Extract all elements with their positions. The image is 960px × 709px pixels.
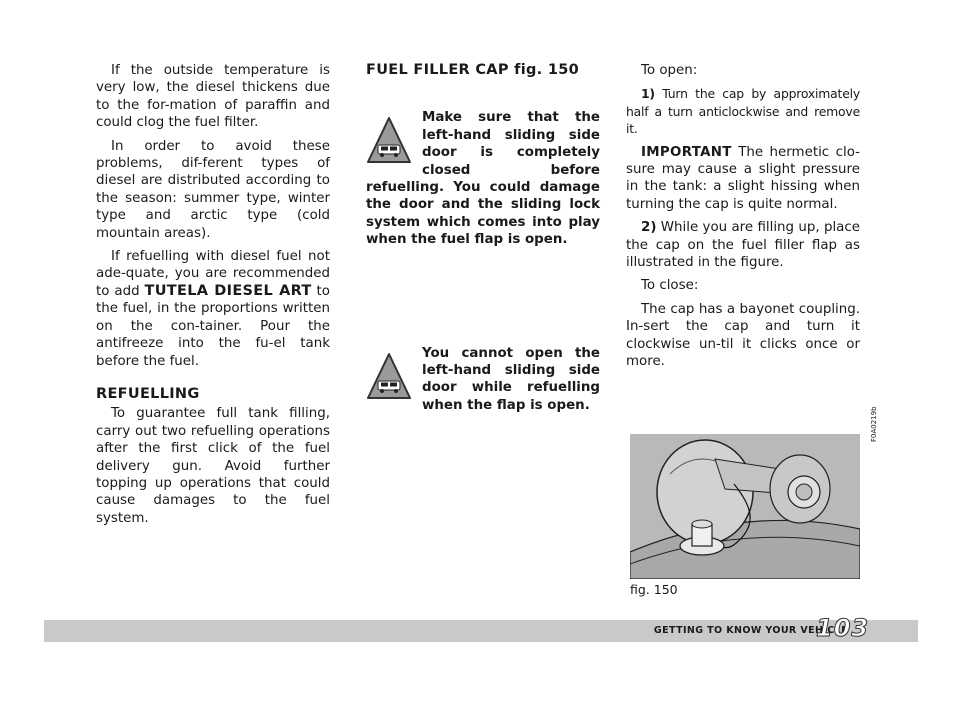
footer-section-title: GETTING TO KNOW YOUR VEHICLE [653, 625, 848, 636]
figure-caption: fig. 150 [630, 582, 678, 597]
figure-code: F0A0219b [870, 406, 878, 442]
paragraph: To close: [641, 278, 699, 294]
fuel-cap-illustration [630, 434, 860, 579]
warning-box [366, 345, 600, 415]
warning-triangle-icon [366, 115, 412, 165]
important-text: The hermetic clo-sure may cause a slight pressure in the tank: a slight hissing when turning the cap is quite normal. [626, 144, 860, 212]
warning-triangle-icon [366, 351, 412, 401]
paragraph [626, 85, 860, 137]
paragraph: To guarantee full tank filling, carry out two refuelling operations after the first click of the fuel delivery gun. Avoid further topping up operations that could cause damages to the fuel system. [96, 406, 330, 526]
step-number: 2) [641, 220, 657, 236]
paragraph [626, 219, 860, 271]
paragraph: If the outside temperature is very low, the diesel thickens due to the for-mation of paraffin and could clog the fuel filter. [96, 63, 330, 131]
paragraph [96, 248, 330, 370]
step-text: Turn the cap by approximately half a turn anticlockwise and remove it. [626, 86, 860, 137]
section-heading: REFUELLING [96, 385, 200, 402]
product-name: TUTELA DIESEL ART [144, 282, 312, 299]
paragraph-text: If refuelling with diesel fuel not ade-quate, you are recommended to add [96, 249, 330, 299]
paragraph: To open: [641, 63, 698, 78]
paragraph-text: to the fuel, in the proportions written on the con-tainer. Pour the antifreeze into the fu-el tank before the fuel. [96, 283, 330, 369]
warning-text: You cannot open the left-hand sliding side door while refuelling when the flap is open. [422, 345, 600, 413]
column-left [96, 62, 330, 533]
warning-text: Make sure that the left-hand sliding side door is completely closed before refuelling. You could damage the door and the sliding lock system which comes into play when the fuel flap is open. [366, 110, 600, 248]
paragraph [626, 144, 860, 214]
step-number: 1) [641, 86, 655, 102]
column-right [626, 62, 860, 377]
section-heading: FUEL FILLER CAP fig. 150 [366, 62, 579, 78]
paragraph: In order to avoid these problems, dif-ferent types of diesel are distributed according to the season: summer type, winter type and arctic type (cold mountain areas). [96, 138, 330, 241]
step-text: While you are filling up, place the cap on the fuel filler flap as illustrated in the figure. [626, 220, 860, 271]
column-middle [366, 62, 600, 414]
important-label: IMPORTANT [641, 144, 732, 160]
paragraph: The cap has a bayonet coupling. In-sert the cap and turn it clockwise un-til it clicks once or more. [626, 301, 860, 370]
page-number: 103 [816, 614, 870, 642]
warning-box [366, 109, 600, 248]
